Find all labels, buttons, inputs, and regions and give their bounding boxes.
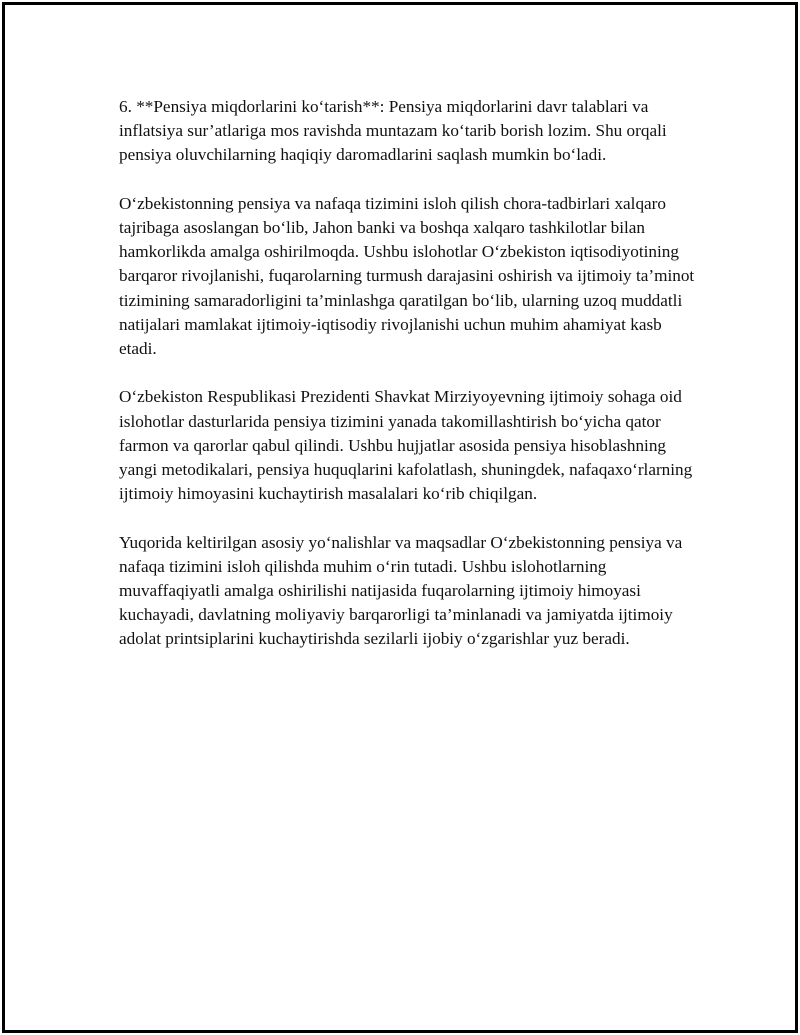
paragraph-pension-increase: 6. **Pensiya miqdorlarini ko‘tarish**: Pensiya miqdorlarini davr talablari va inflatsiya sur’atlariga mos ravishda muntazam ko‘tarib borish lozim. Shu orqali pensiya oluvchilarning haqiqiy daromadlarini saqlash mumkin bo‘ladi. [119, 97, 667, 165]
paragraph-presidential-decrees: O‘zbekiston Respublikasi Prezidenti Shavkat Mirziyoyevning ijtimoiy sohaga oid islohotlar dasturlarida pensiya tizimini yanada takomillashtirish bo‘yicha qator farmon va qarorlar qabul qilindi. Ushbu hujjatlar asosida pensiya hisoblashning yangi metodikalari, pensiya huquqlarini kafolatlash, shuningdek, nafaqaxo‘rlarning ijtimoiy himoyasini kuchaytirish masalalari ko‘rib chiqilgan. [119, 387, 693, 504]
paragraph-conclusion: Yuqorida keltirilgan asosiy yo‘nalishlar va maqsadlar O‘zbekistonning pensiya va nafaqa tizimini isloh qilishda muhim o‘rin tutadi. Ushbu islohotlarning muvaffaqiyatli amalga oshirilishi natijasida fuqarolarning ijtimoiy himoyasi kuchayadi, davlatning moliyaviy barqarorligi ta’minlanadi va jamiyatda ijtimoiy adolat printsiplarini kuchaytirishda sezilarli ijobiy o‘zgarishlar yuz beradi. [119, 532, 683, 649]
paragraph-reform-international: O‘zbekistonning pensiya va nafaqa tizimini isloh qilish chora-tadbirlari xalqaro tajribaga asoslangan bo‘lib, Jahon banki va boshqa xalqaro tashkilotlar bilan hamkorlikda amalga oshirilmoqda. Ushbu islohotlar O‘zbekiston iqtisodiyotining barqaror rivojlanishi, fuqarolarning turmush darajasini oshirish va ijtimoiy ta’minot tizimining samaradorligini ta’minlashga qaratilgan bo‘lib, ularning uzoq muddatli natijalari mamlakat ijtimoiy-iqtisodiy rivojlanishi uchun muhim ahamiyat kasb etadi. [119, 193, 695, 359]
document-page [2, 2, 798, 1033]
document-body [119, 95, 699, 676]
